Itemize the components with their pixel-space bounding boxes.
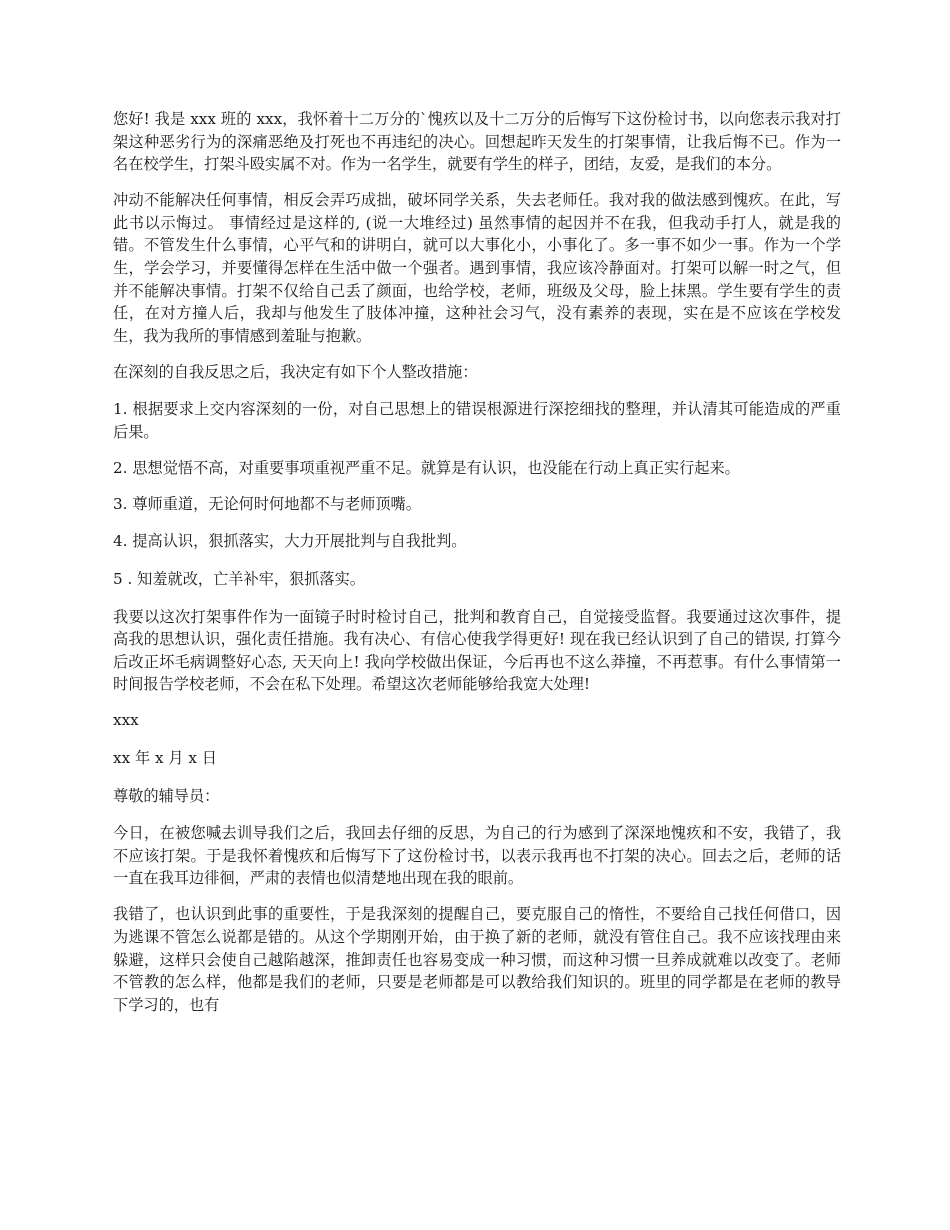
- paragraph-second-letter-body: 我错了，也认识到此事的重要性，于是我深刻的提醒自己，要克服自己的惰性，不要给自己找任何借口，因为逃课不管怎么说都是错的。从这个学期刚开始，由于换了新的老师，就没有管住自己。我不应该找理由来躲避，这样只会使自己越陷越深，推卸责任也容易变成一种习惯，而这种习惯一旦养成就难以改变了。老师不管教的怎么样，他都是我们的老师，只要是老师都是可以教给我们知识的。班里的同学都是在老师的教导下学习的，也有: [113, 905, 841, 1014]
- paragraph-intro: 您好! 我是 xxx 班的 xxx，我怀着十二万分的`愧疚以及十二万分的后悔写下这份检讨书，以向您表示我对打架这种恶劣行为的深痛恶绝及打死也不再违纪的决心。回想起昨天发生的打架事情，让我后悔不已。作为一名在校学生，打架斗殴实属不对。作为一名学生，就要有学生的样子，团结，友爱，是我们的本分。: [113, 110, 841, 174]
- list-item-measure-1: 1. 根据要求上交内容深刻的一份，对自己思想上的错误根源进行深挖细找的整理，并认清其可能造成的严重后果。: [113, 400, 841, 441]
- list-item-measure-5: 5 . 知羞就改，亡羊补牢，狠抓落实。: [113, 570, 365, 589]
- paragraph-second-letter-intro: 今日，在被您喊去训导我们之后，我回去仔细的反思，为自己的行为感到了深深地愧疚和不安，我错了，我不应该打架。于是我怀着愧疚和后悔写下了这份检讨书，以表示我再也不打架的决心。回去之后，老师的话一直在我耳边徘徊，严肃的表情也似清楚地出现在我的眼前。: [113, 824, 841, 888]
- list-item-measure-3: 3. 尊师重道，无论何时何地都不与老师顶嘴。: [113, 494, 421, 513]
- paragraph-reflection: 冲动不能解决任何事情，相反会弄巧成拙，破坏同学关系，失去老师任。我对我的做法感到愧疚。在此，写此书以示悔过。 事情经过是这样的, (说一大堆经过) 虽然事情的起因并不在我，但我动手打人，就是我的错。不管发生什么事情，心平气和的讲明白，就可以大事化小，小事化了。多一事不如少一事。作为一个学生，学会学习，并要懂得怎样在生活中做一个强者。遇到事情，我应该冷静面对。打架可以解一时之气，但并不能解决事情。打架不仅给自己丢了颜面，也给学校，老师，班级及父母，脸上抹黑。学生要有学生的责任，在对方撞人后，我却与他发生了肢体冲撞，这种社会习气，没有素养的表现，实在是不应该在学校发生，我为我所的事情感到羞耻与抱歉。: [113, 191, 841, 345]
- document-page: [113, 108, 841, 1030]
- salutation: 尊敬的辅导员：: [113, 786, 220, 805]
- paragraph-commitment: 我要以这次打架事件作为一面镜子时时检讨自己，批判和教育自己，自觉接受监督。我要通过这次事件，提高我的思想认识，强化责任措施。我有决心、有信心使我学得更好! 现在我已经认识到了自己的错误, 打算今后改正坏毛病调整好心态, 天天向上! 我向学校做出保证，今后再也不这么莽撞，不再惹事。有什么事情第一时间报告学校老师，不会在私下处理。希望这次老师能够给我宽大处理!: [113, 607, 841, 694]
- signature-name: xxx: [113, 711, 139, 730]
- paragraph-measures-heading: 在深刻的自我反思之后，我决定有如下个人整改措施：: [113, 362, 478, 381]
- signature-date: xx 年 x 月 x 日: [113, 749, 217, 768]
- list-item-measure-2: 2. 思想觉悟不高，对重要事项重视严重不足。就算是有认识，也没能在行动上真正实行起来。: [113, 458, 740, 477]
- list-item-measure-4: 4. 提高认识，狠抓落实，大力开展批判与自我批判。: [113, 532, 467, 551]
